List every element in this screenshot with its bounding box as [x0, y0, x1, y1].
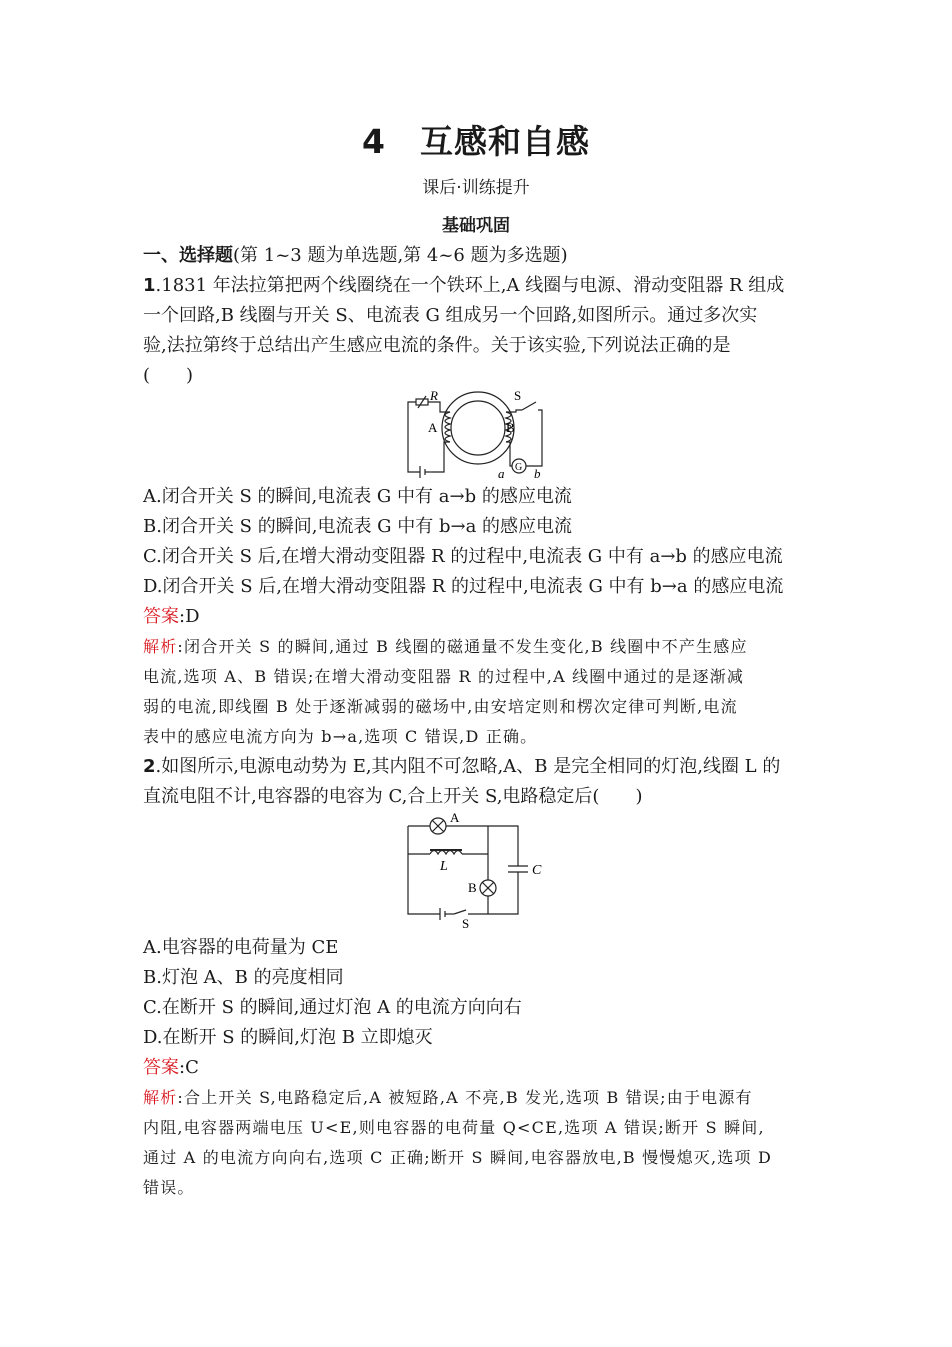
label-lamp-b: B: [468, 880, 477, 895]
label-coil-a: A: [428, 420, 438, 435]
q1-circuit-diagram: [400, 388, 560, 480]
q2-analysis-line-4: 错误。: [143, 1178, 195, 1197]
q1-option-d: D.闭合开关 S 后,在增大滑动变阻器 R 的过程中,电流表 G 中有 b→a 的感应电流: [143, 576, 784, 597]
q2-analysis-line-1: [143, 1083, 753, 1113]
q2-text-1: .如图所示,电源电动势为 E,其内阻不可忽略,A、B 是完全相同的灯泡,线圈 L 的: [155, 756, 781, 777]
q1-analysis-label: 解析: [143, 637, 178, 656]
q2-option-a: A.电容器的电荷量为 CE: [143, 937, 339, 958]
q1-analysis-line-3: 弱的电流,即线圈 B 处于逐渐减弱的磁场中,由安培定则和楞次定律可判断,电流: [143, 697, 738, 716]
label-lower-a: a: [498, 466, 505, 480]
label-g: G: [515, 462, 523, 473]
inductor-l: [430, 851, 462, 855]
part-heading: 一、选择题: [143, 245, 233, 266]
coil-a: [445, 412, 450, 442]
q1-number: 1: [143, 275, 156, 296]
q2-analysis-line-3: 通过 A 的电流方向向右,选项 C 正确;断开 S 瞬间,电容器放电,B 慢慢熄灭,选项 D: [143, 1148, 772, 1167]
q1-analysis-text-1: :闭合开关 S 的瞬间,通过 B 线圈的磁通量不发生变化,B 线圈中不产生感应: [177, 637, 748, 656]
section-heading: 基础巩固: [442, 216, 510, 236]
q2-line-1: [143, 752, 780, 782]
q1-answer-value: :D: [179, 606, 200, 627]
q2-number: 2: [143, 756, 156, 777]
part-heading-line: [143, 241, 568, 271]
q2-analysis-line-2: 内阻,电容器两端电压 U<E,则电容器的电荷量 Q<CE,选项 A 错误;断开 S 瞬间,: [143, 1118, 765, 1137]
q2-option-d: D.在断开 S 的瞬间,灯泡 B 立即熄灭: [143, 1027, 433, 1048]
label-capacitor-c: C: [532, 863, 542, 878]
q2-analysis-text-1: :合上开关 S,电路稳定后,A 被短路,A 不亮,B 发光,选项 B 错误;由于电源有: [177, 1088, 753, 1107]
label-switch-s: S: [462, 916, 470, 931]
rheostat-arrow: [418, 396, 426, 408]
q1-line-2: 一个回路,B 线圈与开关 S、电流表 G 组成另一个回路,如图所示。通过多次实: [143, 305, 758, 326]
q2-answer: [143, 1053, 199, 1083]
q2-line-2: 直流电阻不计,电容器的电容为 C,合上开关 S,电路稳定后( ): [143, 786, 643, 807]
q2-answer-label: 答案: [143, 1057, 179, 1078]
page-subtitle: 课后·训练提升: [422, 178, 530, 198]
q1-analysis-line-1: [143, 632, 748, 662]
label-coil-b: B: [506, 420, 515, 435]
q1-option-b: B.闭合开关 S 的瞬间,电流表 G 中有 b→a 的感应电流: [143, 516, 573, 537]
q1-answer: [143, 602, 200, 632]
label-lamp-a: A: [450, 810, 460, 825]
part-note: (第 1~3 题为单选题,第 4~6 题为多选题): [233, 245, 568, 266]
q1-analysis-line-2: 电流,选项 A、B 错误;在增大滑动变阻器 R 的过程中,A 线圈中通过的是逐渐减: [143, 667, 745, 686]
q2-option-b: B.灯泡 A、B 的亮度相同: [143, 967, 344, 988]
q1-text-1: .1831 年法拉第把两个线圈绕在一个铁环上,A 线圈与电源、滑动变阻器 R 组成: [155, 275, 785, 296]
q1-line-3: 验,法拉第终于总结出产生感应电流的条件。关于该实验,下列说法正确的是: [143, 335, 731, 356]
switch-s: [454, 910, 466, 914]
label-r: R: [430, 388, 438, 403]
iron-ring: [442, 392, 514, 464]
q1-answer-label: 答案: [143, 606, 179, 627]
label-s: S: [514, 388, 522, 403]
q1-option-a: A.闭合开关 S 的瞬间,电流表 G 中有 a→b 的感应电流: [143, 486, 572, 507]
q2-analysis-label: 解析: [143, 1088, 178, 1107]
q1-analysis-line-4: 表中的感应电流方向为 b→a,选项 C 错误,D 正确。: [143, 727, 538, 746]
q2-answer-value: :C: [179, 1057, 199, 1078]
switch-s: [522, 402, 536, 410]
label-inductor-l: L: [440, 859, 448, 874]
page-title: 4 互感和自感: [362, 122, 590, 161]
iron-ring-inner: [451, 401, 505, 455]
label-lower-b: b: [534, 466, 541, 480]
q1-option-c: C.闭合开关 S 后,在增大滑动变阻器 R 的过程中,电流表 G 中有 a→b 的感应电流: [143, 546, 783, 567]
q1-line-1: [143, 271, 784, 301]
q1-answer-bracket: ( ): [143, 365, 194, 386]
q2-circuit-diagram: [400, 810, 560, 932]
q2-option-c: C.在断开 S 的瞬间,通过灯泡 A 的电流方向向右: [143, 997, 522, 1018]
